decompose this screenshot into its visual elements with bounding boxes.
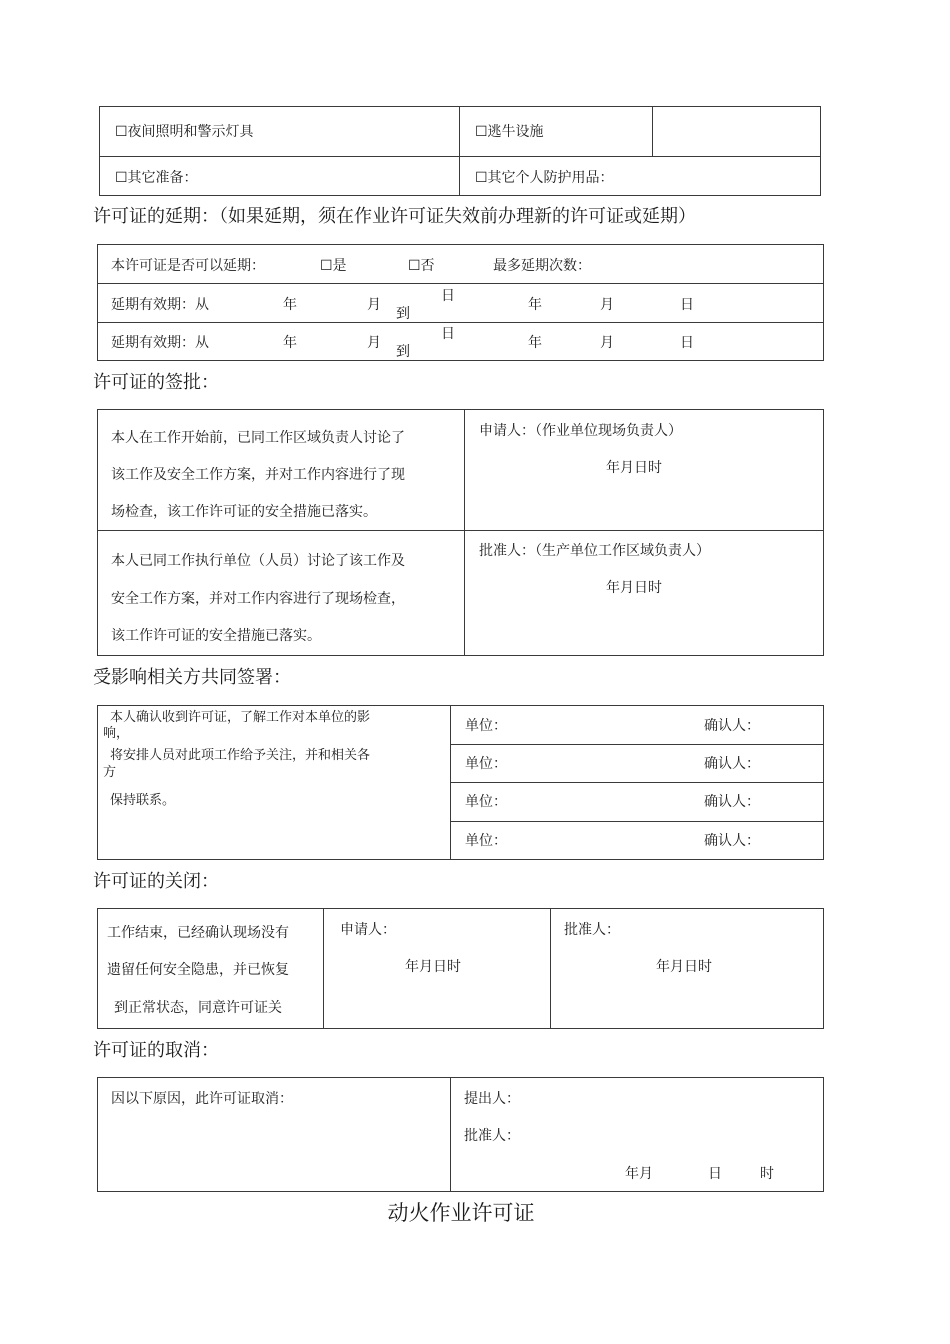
approver-role: 批准人：（生产单位工作区域负责人） bbox=[479, 543, 710, 559]
extension-row-2-year: 年 bbox=[283, 335, 297, 351]
cancel-proposer-label: 提出人： bbox=[464, 1091, 520, 1107]
extension-no-checkbox[interactable]: ☐否 bbox=[408, 258, 435, 274]
closure-line-2: 遗留任何安全隐患，并已恢复 bbox=[107, 962, 289, 978]
closure-approver-label: 批准人： bbox=[564, 922, 620, 938]
closure-heading: 许可证的关闭： bbox=[93, 871, 219, 892]
approval-1-line-3: 场检查，该工作许可证的安全措施已落实。 bbox=[111, 504, 377, 520]
approval-1-line-2: 该工作及安全工作方案，并对工作内容进行了现 bbox=[111, 467, 405, 483]
extension-row-2-month2: 月 bbox=[600, 335, 614, 351]
extension-row-1-month2: 月 bbox=[600, 297, 614, 313]
extension-heading: 许可证的延期：（如果延期，须在作业许可证失效前办理新的许可证或延期） bbox=[93, 206, 696, 227]
footer-title: 动火作业许可证 bbox=[387, 1201, 535, 1225]
cosign-confirm-3: 确认人： bbox=[704, 794, 760, 810]
cancel-col-divider bbox=[450, 1077, 451, 1192]
top-table-col-divider bbox=[459, 106, 460, 196]
cosign-line-2: 响， bbox=[103, 726, 130, 741]
approver-datetime: 年月日时 bbox=[606, 580, 662, 596]
cancel-yearmonth: 年月 bbox=[625, 1166, 653, 1182]
closure-col-divider-1 bbox=[323, 908, 324, 1029]
cosign-unit-2: 单位： bbox=[465, 756, 507, 772]
extension-row-1-day: 日 bbox=[441, 288, 455, 304]
top-table-col-divider-2 bbox=[652, 106, 653, 156]
cosign-confirm-4: 确认人： bbox=[704, 833, 760, 849]
approval-2-line-3: 该工作许可证的安全措施已落实。 bbox=[111, 628, 321, 644]
extension-row-1-year: 年 bbox=[283, 297, 297, 313]
extension-row-divider-1 bbox=[97, 283, 824, 284]
extension-row-1-label: 延期有效期：从 bbox=[111, 297, 209, 313]
cancel-reason-label: 因以下原因，此许可证取消： bbox=[111, 1091, 293, 1107]
cancel-day: 日 bbox=[708, 1166, 722, 1182]
max-extension-label: 最多延期次数： bbox=[493, 258, 591, 274]
approval-table bbox=[97, 409, 824, 656]
cosign-row-divider-2 bbox=[450, 782, 824, 783]
applicant-datetime: 年月日时 bbox=[606, 460, 662, 476]
cosign-confirm-1: 确认人： bbox=[704, 718, 760, 734]
extension-row-2-label: 延期有效期：从 bbox=[111, 335, 209, 351]
extension-row-2-month: 月 bbox=[367, 335, 381, 351]
other-prep-checkbox[interactable]: ☐其它准备： bbox=[115, 170, 198, 186]
cosign-line-4: 方 bbox=[103, 765, 117, 780]
extension-row-2-day: 日 bbox=[441, 326, 455, 342]
top-table bbox=[99, 106, 821, 196]
cancel-hour: 时 bbox=[760, 1166, 774, 1182]
cosign-confirm-2: 确认人： bbox=[704, 756, 760, 772]
closure-applicant-datetime: 年月日时 bbox=[405, 959, 461, 975]
extension-row-1-day2: 日 bbox=[680, 297, 694, 313]
approval-1-line-1: 本人在工作开始前，已同工作区域负责人讨论了 bbox=[111, 430, 405, 446]
cancel-approver-label: 批准人： bbox=[464, 1128, 520, 1144]
cosign-line-5: 保持联系。 bbox=[110, 793, 176, 808]
cosign-unit-3: 单位： bbox=[465, 794, 507, 810]
cosign-row-divider-3 bbox=[450, 821, 824, 822]
extension-question: 本许可证是否可以延期： bbox=[111, 258, 265, 274]
extension-row-1-month: 月 bbox=[367, 297, 381, 313]
cosign-unit-4: 单位： bbox=[465, 833, 507, 849]
cancel-heading: 许可证的取消： bbox=[93, 1040, 219, 1061]
other-ppe-checkbox[interactable]: ☐其它个人防护用品： bbox=[475, 170, 614, 186]
closure-approver-datetime: 年月日时 bbox=[656, 959, 712, 975]
cosign-line-1: 本人确认收到许可证，了解工作对本单位的影 bbox=[110, 710, 371, 725]
extension-row-divider-2 bbox=[97, 322, 824, 323]
cosign-row-divider-1 bbox=[450, 744, 824, 745]
approval-row-divider bbox=[97, 530, 824, 531]
extension-row-1-to: 到 bbox=[396, 306, 410, 322]
approval-heading: 许可证的签批： bbox=[93, 372, 219, 393]
extension-row-2-to: 到 bbox=[396, 344, 410, 360]
applicant-role: 申请人：（作业单位现场负责人） bbox=[479, 423, 682, 439]
approval-2-line-1: 本人已同工作执行单位（人员）讨论了该工作及 bbox=[111, 553, 405, 569]
closure-applicant-label: 申请人： bbox=[340, 922, 396, 938]
closure-col-divider-2 bbox=[550, 908, 551, 1029]
cosign-line-3: 将安排人员对此项工作给予关注，并和相关各 bbox=[110, 748, 371, 763]
extension-row-2-day2: 日 bbox=[680, 335, 694, 351]
cosign-unit-1: 单位： bbox=[465, 718, 507, 734]
night-lighting-checkbox[interactable]: ☐夜间照明和警示灯具 bbox=[115, 124, 254, 140]
extension-row-1-year2: 年 bbox=[528, 297, 542, 313]
top-table-row-divider bbox=[99, 156, 821, 157]
extension-yes-checkbox[interactable]: ☐是 bbox=[320, 258, 347, 274]
approval-col-divider bbox=[464, 409, 465, 656]
closure-line-1: 工作结束，已经确认现场没有 bbox=[107, 925, 289, 941]
extension-row-2-year2: 年 bbox=[528, 335, 542, 351]
closure-line-3: 到正常状态，同意许可证关 bbox=[114, 1000, 282, 1016]
approval-2-line-2: 安全工作方案，并对工作内容进行了现场检查， bbox=[111, 591, 405, 607]
cosign-heading: 受影响相关方共同签署： bbox=[93, 667, 291, 688]
escape-facility-checkbox[interactable]: ☐逃牛设施 bbox=[475, 124, 544, 140]
